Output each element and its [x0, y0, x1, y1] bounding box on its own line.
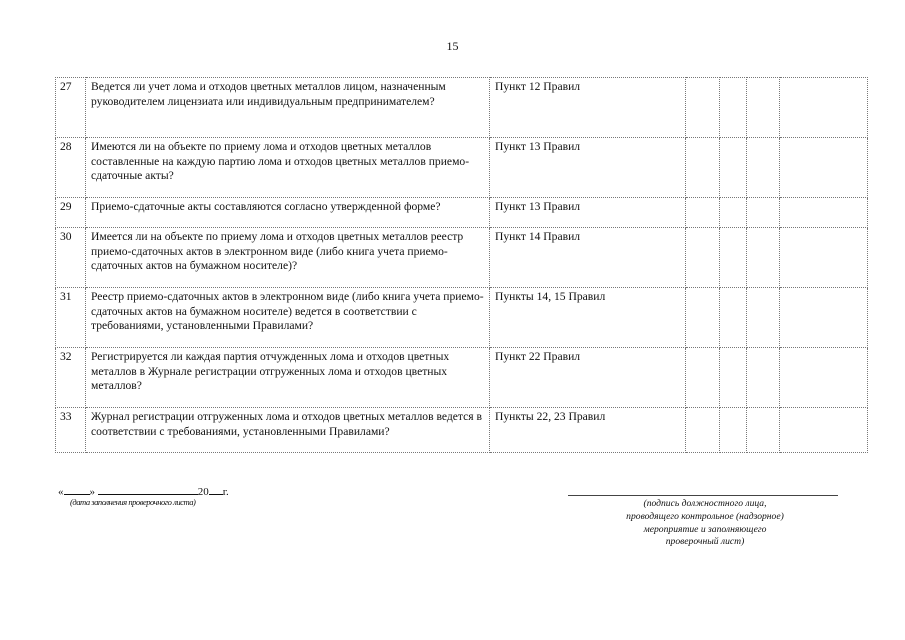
answer-cell-na [747, 288, 780, 348]
answer-cell-na [747, 408, 780, 453]
row-question: Ведется ли учет лома и отходов цветных металлов лицом, назначенным руководителем лицензиата или индивидуальным предпринимателем? [86, 78, 490, 138]
row-question: Регистрируется ли каждая партия отчужденных лома и отходов цветных металлов в Журнале регистрации отгруженных лома и отходов цветных металлов? [86, 348, 490, 408]
row-number: 30 [56, 228, 86, 288]
answer-cell-yes [686, 78, 720, 138]
row-question: Имеются ли на объекте по приему лома и отходов цветных металлов составленные на каждую партию лома и отходов цветных металлов приемо-сдаточные акты? [86, 138, 490, 198]
row-reference: Пункты 14, 15 Правил [490, 288, 686, 348]
date-year-prefix: 20 [197, 486, 209, 498]
page-number: 15 [446, 39, 459, 53]
answer-cell-na [747, 228, 780, 288]
answer-cell-yes [686, 138, 720, 198]
row-reference: Пункт 13 Правил [490, 138, 686, 198]
signature-caption-line: (подпись должностного лица, [643, 498, 767, 509]
signature-caption-line: мероприятие и заполняющего [643, 523, 767, 535]
date-close-quote: » [89, 486, 95, 498]
row-number: 27 [56, 78, 86, 138]
answer-cell-na [747, 78, 780, 138]
date-line [58, 484, 229, 498]
answer-cell-yes [686, 228, 720, 288]
answer-cell-no [720, 288, 747, 348]
table-row [56, 138, 868, 198]
comment-cell [780, 408, 868, 453]
comment-cell [780, 228, 868, 288]
answer-cell-yes [686, 348, 720, 408]
row-reference: Пункт 13 Правил [490, 198, 686, 228]
row-number: 33 [56, 408, 86, 453]
answer-cell-yes [686, 288, 720, 348]
signature-caption-line: проводящего контрольное (надзорное) [626, 510, 784, 522]
day-blank [64, 484, 90, 495]
row-question: Журнал регистрации отгруженных лома и отходов цветных металлов ведется в соответствии с требованиями, установленными Правилами? [86, 408, 490, 453]
answer-cell-no [720, 228, 747, 288]
answer-cell-no [720, 138, 747, 198]
row-number: 31 [56, 288, 86, 348]
signature-caption [590, 498, 820, 549]
row-question: Реестр приемо-сдаточных актов в электронном виде (либо книга учета приемо-сдаточных актов на бумажном носителе) ведется в соответствии с требованиями, установленными Правилами? [86, 288, 490, 348]
row-number: 28 [56, 138, 86, 198]
answer-cell-na [747, 348, 780, 408]
answer-cell-no [720, 78, 747, 138]
table-row [56, 288, 868, 348]
table-row [56, 228, 868, 288]
answer-cell-na [747, 138, 780, 198]
comment-cell [780, 138, 868, 198]
table-row [56, 78, 868, 138]
row-number: 32 [56, 348, 86, 408]
date-open-quote: « [58, 486, 64, 498]
table-row [56, 198, 868, 228]
comment-cell [780, 198, 868, 228]
row-reference: Пункт 14 Правил [490, 228, 686, 288]
answer-cell-no [720, 198, 747, 228]
year-blank [209, 484, 223, 495]
row-number: 29 [56, 198, 86, 228]
answer-cell-no [720, 348, 747, 408]
answer-cell-yes [686, 408, 720, 453]
checklist-table [55, 77, 868, 453]
table-row [56, 348, 868, 408]
comment-cell [780, 348, 868, 408]
row-question: Приемо-сдаточные акты составляются согласно утвержденной форме? [86, 198, 490, 228]
row-reference: Пункты 22, 23 Правил [490, 408, 686, 453]
row-question: Имеется ли на объекте по приему лома и отходов цветных металлов реестр приемо-сдаточных актов в электронном виде (либо книга учета приемо-сдаточных актов на бумажном носителе)? [86, 228, 490, 288]
date-caption: (дата заполнения проверочного листа) [70, 497, 196, 507]
comment-cell [780, 78, 868, 138]
row-reference: Пункт 12 Правил [490, 78, 686, 138]
row-reference: Пункт 22 Правил [490, 348, 686, 408]
signature-line [568, 495, 838, 496]
date-year-suffix: г. [222, 486, 229, 498]
month-blank [98, 484, 198, 495]
comment-cell [780, 288, 868, 348]
answer-cell-yes [686, 198, 720, 228]
signature-caption-line: проверочный лист) [665, 536, 745, 548]
answer-cell-na [747, 198, 780, 228]
answer-cell-no [720, 408, 747, 453]
table-row [56, 408, 868, 453]
